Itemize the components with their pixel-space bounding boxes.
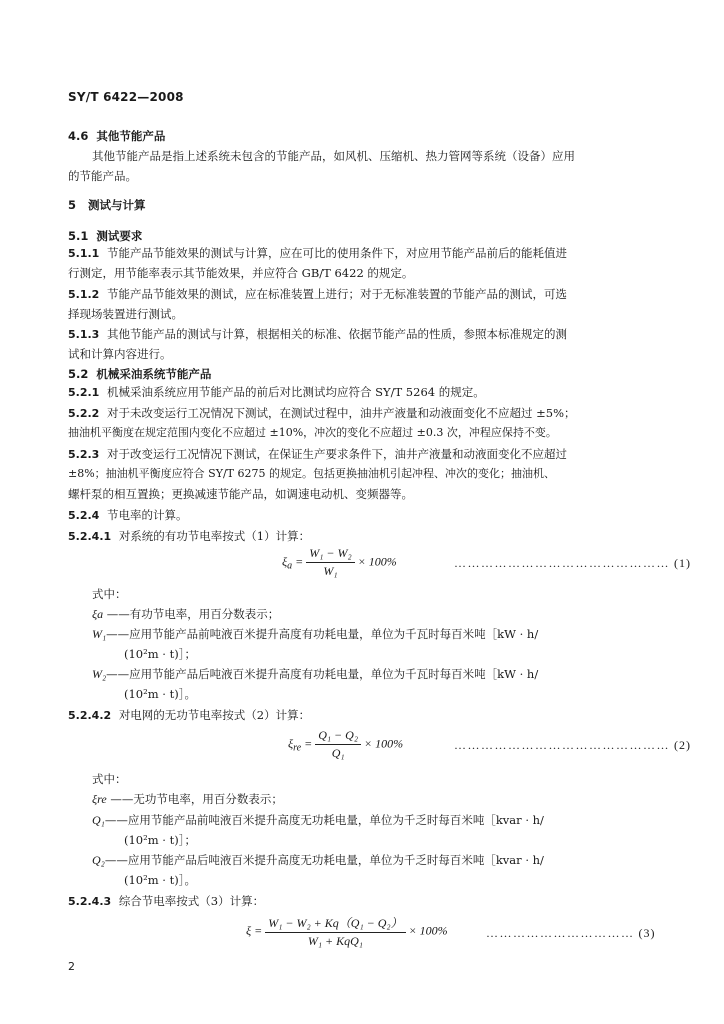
clause-number: 5.2.4.1: [68, 530, 112, 543]
definition-symbol: Q₁: [92, 813, 105, 827]
where-label: 式中：: [92, 587, 127, 601]
definition-line: [92, 604, 279, 624]
formula-lhs: ξ: [246, 923, 252, 938]
equation-number: (1): [674, 556, 691, 570]
clause-text: 机械采油系统应用节能产品的前后对比测试均应符合 SY/T 5264 的规定。: [106, 385, 485, 399]
paragraph-line: 其他节能产品是指上述系统未包含的节能产品，如风机、压缩机、热力管网等系统（设备）应用: [92, 149, 575, 163]
section-5-heading: [68, 197, 146, 213]
clause-text: 对于改变运行工况情况下测试，在保证生产要求条件下，油井产液量和动液面变化不应超过: [106, 447, 567, 461]
definition-line: [92, 789, 283, 809]
clause-number: 5.1.2: [68, 288, 100, 301]
clause-text: 对系统的有功节电率按式（1）计算：: [118, 529, 311, 543]
definition-continuation: (10²m · t)］；: [124, 647, 196, 661]
formula-lhs: ξ: [288, 736, 294, 751]
section-title: 机械采油系统节能产品: [96, 367, 212, 381]
equation-number-2: [454, 738, 691, 753]
clause-5-2-4-2-line1: [68, 705, 310, 726]
clause-5-2-1-line1: [68, 382, 485, 403]
section-title: 测试与计算: [88, 198, 146, 212]
leader-dots: …………………………………………: [454, 738, 670, 752]
clause-text: 节能产品节能效果的测试与计算，应在可比的使用条件下，对应用节能产品前后的能耗值进: [106, 246, 567, 260]
clause-5-2-3-line1: [68, 444, 567, 465]
definition-symbol: W₁: [92, 627, 107, 641]
formula-fraction: [315, 728, 361, 761]
clause-number: 5.2.3: [68, 448, 100, 461]
formula-tail: × 100%: [364, 736, 404, 751]
clause-5-1-2-line1: [68, 284, 567, 305]
formula-numerator: W₁ − W₂ + Kq（Q₁ − Q₂）: [265, 914, 405, 933]
clause-number: 5.2.4.2: [68, 709, 112, 722]
clause-number: 5.1.3: [68, 328, 100, 341]
clause-5-1-3-line2: 试和计算内容进行。: [68, 347, 172, 361]
definition-text: ——无功节电率，用百分数表示；: [110, 792, 283, 806]
definition-continuation: (10²m · t)］；: [124, 833, 196, 847]
definition-line: [92, 624, 538, 644]
page-number: 2: [68, 960, 75, 973]
definition-symbol: Q₂: [92, 853, 105, 867]
clause-5-1-1-line2: 行测定，用节能率表示其节能效果，并应符合 GB/T 6422 的规定。: [68, 266, 414, 280]
definition-text: ——应用节能产品后吨液百米提升高度无功耗电量，单位为千乏时每百米吨［kvar · h/: [104, 853, 544, 867]
definition-symbol: ξre: [92, 792, 107, 806]
clause-5-2-3-line2: ±8%；抽油机平衡度应符合 SY/T 6275 的规定。包括更换抽油机引起冲程、冲次的变化；抽油机、: [68, 467, 555, 480]
formula-lhs-subscript: a: [287, 560, 293, 572]
clause-number: 5.2.1: [68, 386, 100, 399]
clause-text: 对电网的无功节电率按式（2）计算：: [118, 708, 311, 722]
clause-number: 5.2.4: [68, 509, 100, 522]
definition-continuation: (10²m · t)］。: [124, 687, 196, 701]
formula-denominator: Q₁: [331, 746, 345, 760]
standard-header: SY/T 6422—2008: [68, 90, 184, 104]
formula-denominator: W₁: [323, 564, 338, 578]
definition-text: ——应用节能产品前吨液百米提升高度无功耗电量，单位为千乏时每百米吨［kvar · h/: [104, 813, 544, 827]
section-4-6-heading: [68, 128, 165, 144]
clause-number: 5.1.1: [68, 247, 100, 260]
definition-symbol: W₂: [92, 667, 107, 681]
equation-number-1: [454, 556, 691, 571]
definition-continuation: (10²m · t)］。: [124, 873, 196, 887]
clause-text: 综合节电率按式（3）计算：: [118, 894, 265, 908]
formula-1: $\xi_a$ = $\frac{\text{W₁ − W₂}}{\text{W₁}}$ × 100%: [282, 546, 397, 578]
formula-denominator: W₁ + KqQ₁: [307, 934, 363, 948]
clause-5-2-2-line2: 抽油机平衡度在规定范围内变化不应超过 ±10%，冲次的变化不应超过 ±0.3 次，冲程应保持不变。: [68, 426, 557, 439]
definition-line: [92, 810, 544, 830]
definition-text: ——应用节能产品后吨液百米提升高度有功耗电量，单位为千瓦时每百米吨［kW · h/: [106, 667, 539, 681]
formula-fraction: [306, 546, 354, 579]
paragraph-line: 的节能产品。: [68, 169, 137, 183]
leader-dots: …………………………………………: [454, 556, 670, 570]
equation-number: (3): [638, 926, 656, 940]
section-number: 4.6: [68, 129, 89, 143]
equation-number-3: [486, 926, 656, 941]
clause-5-2-3-line3: 螺杆泵的相互置换；更换减速节能产品，如调速电动机、变频器等。: [68, 487, 413, 501]
formula-lhs: ξ: [282, 554, 288, 569]
section-number: 5: [68, 198, 77, 212]
definition-symbol: ξa: [92, 607, 104, 621]
leader-dots: ……………………………: [486, 926, 635, 940]
clause-text: 其他节能产品的测试与计算，根据相关的标准、依据节能产品的性质，参照本标准规定的测: [106, 327, 567, 341]
clause-5-1-2-line2: 择现场装置进行测试。: [68, 307, 183, 321]
formula-numerator: W₁ − W₂: [306, 546, 354, 563]
definition-line: [92, 664, 538, 684]
formula-fraction: [265, 914, 405, 949]
clause-number: 5.2.4.3: [68, 895, 112, 908]
clause-text: 对于未改变运行工况情况下测试，在测试过程中，油井产液量和动液面变化不应超过 ±5%；: [106, 406, 576, 420]
clause-5-2-2-line1: [68, 403, 576, 424]
clause-number: 5.2.2: [68, 407, 100, 420]
clause-text: 节能产品节能效果的测试，应在标准装置上进行；对于无标准装置的节能产品的测试，可选: [106, 287, 567, 301]
formula-numerator: Q₁ − Q₂: [315, 728, 361, 745]
clause-5-2-4-1-line1: [68, 526, 310, 547]
section-5-1-heading: [68, 228, 142, 244]
definition-line: [92, 850, 544, 870]
definition-text: ——应用节能产品前吨液百米提升高度有功耗电量，单位为千瓦时每百米吨［kW · h/: [106, 627, 539, 641]
section-title: 测试要求: [96, 229, 143, 243]
clause-5-1-3-line1: [68, 324, 567, 345]
definition-text: ——有功节电率，用百分数表示；: [106, 607, 280, 621]
clause-5-2-4-3-line1: [68, 891, 264, 912]
clause-5-2-4-line1: [68, 505, 187, 526]
formula-tail: × 100%: [408, 923, 448, 938]
section-number: 5.1: [68, 229, 89, 243]
formula-lhs-subscript: re: [293, 742, 302, 754]
clause-text: 节电率的计算。: [106, 508, 188, 522]
equation-number: (2): [674, 738, 691, 752]
formula-tail: × 100%: [357, 554, 397, 569]
section-number: 5.2: [68, 367, 89, 381]
where-label: 式中：: [92, 772, 127, 786]
formula-2: $\xi_{re}$ = $\frac{\text{Q₁ − Q₂}}{\text{Q₁}}$ × 100%: [288, 728, 404, 760]
clause-5-1-1-line1: [68, 243, 567, 264]
section-5-2-heading: [68, 366, 211, 382]
section-title: 其他节能产品: [96, 129, 166, 143]
formula-3: ξ = $\frac{\text{W₁ − W₂ + Kq（Q₁ − Q₂）}}{\text{W₁ + KqQ₁}}$ × 100%: [246, 916, 448, 948]
